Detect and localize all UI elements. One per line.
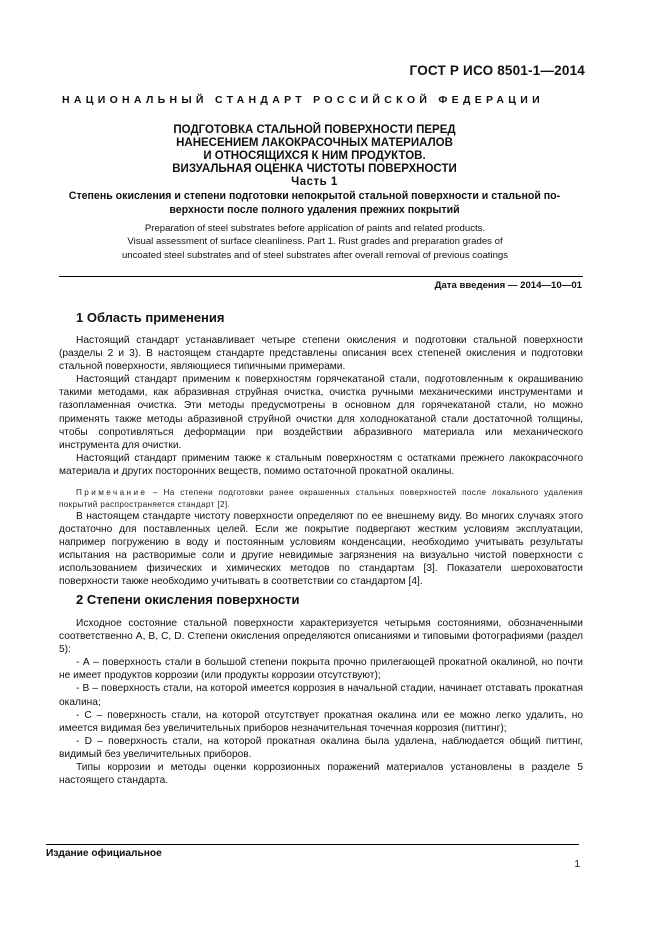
section-1-body-continued	[59, 510, 583, 589]
title-part: Часть 1	[291, 176, 338, 188]
section-2-body	[59, 617, 583, 787]
note	[59, 487, 583, 511]
section-2-item-a: - А – поверхность стали в большой степени покрыта прочно прилегающей прокатной окалиной, но почти не имеет продуктов коррозии (или продукты коррозии отсутствуют);	[59, 657, 583, 682]
section-1-heading: 1 Область применения	[76, 310, 225, 325]
edition-label: Издание официальное	[46, 848, 162, 859]
title-subtitle-1: Степень окисления и степени подготовки непокрытой стальной поверхности и стальной по-	[68, 190, 561, 202]
section-1-paragraph-4: В настоящем стандарте чистоту поверхности определяют по ее внешнему виду. Во многих случаях этого достаточно для поставленных целей. Если же покрытие подвергают жестким условиям эксплуатации, например погружению в воду и постоянным условиям конденсации, необходимо учитывать результаты испытания на растворимые соли и другие невидимые загрязнения на визуально чистой поверхности с использованием физических и химических методов по стандартам [3]. Показатели шероховатости поверхности также необходимо учитывать в соответствии со стандартом [4].	[59, 511, 583, 588]
english-title-line-2: Visual assessment of surface cleanliness. Part 1. Rust grades and preparation grades of	[127, 236, 503, 248]
divider	[59, 276, 583, 277]
section-2-item-d: - D – поверхность стали, на которой прокатная окалина была удалена, наблюдается общий питтинг, видимый без увеличительных приборов.	[59, 735, 583, 760]
note-text: – На степени подготовки ранее окрашенных стальных поверхностей после локального удаления покрытий распространяется стандарт [2].	[59, 488, 583, 509]
english-title	[60, 222, 570, 262]
document-title	[40, 124, 589, 217]
national-standard-banner: НАЦИОНАЛЬНЫЙ СТАНДАРТ РОССИЙСКОЙ ФЕДЕРАЦИИ	[62, 94, 544, 106]
introduction-date: Дата введения — 2014—10—01	[434, 280, 582, 291]
section-1-paragraph-1: Настоящий стандарт устанавливает четыре степени окисления и подготовки стальной поверхности (разделы 2 и 3). В настоящем стандарте представлены описания всех степеней окисления и подготовки стальной поверхности, являющиеся типичными примерами.	[59, 335, 583, 373]
title-line-4: ВИЗУАЛЬНАЯ ОЦЕНКА ЧИСТОТЫ ПОВЕРХНОСТИ	[172, 163, 457, 175]
section-2-paragraph-1: Исходное состояние стальной поверхности характеризуется четырьмя состояниями, обозначенными соответственно А, В, С, D. Степени окисления определяются описаниями и типовыми фотографиями (раздел 5):	[59, 618, 583, 656]
english-title-line-3: uncoated steel substrates and of steel substrates after overall removal of previous coatings	[121, 249, 509, 261]
footer-divider	[46, 844, 579, 845]
section-1-paragraph-2: Настоящий стандарт применим к поверхностям горячекатаной стали, подготовленным к окрашиванию такими методами, как абразивная струйная очистка, очистка ручными механическими инструментами и газопламенная очистка. Эти методы предусмотрены в основном для горячекатаной стали, но можно применять также методы абразивной струйной очистки для холоднокатаной стали достаточной толщины, чтобы сопротивляться деформации при воздействии абразивного материала или механического инструмента для очистки.	[59, 374, 583, 451]
document-code: ГОСТ Р ИСО 8501-1—2014	[409, 63, 585, 78]
title-line-3: И ОТНОСЯЩИХСЯ К НИМ ПРОДУКТОВ.	[203, 150, 426, 162]
section-2-item-c: - С – поверхность стали, на которой отсутствует прокатная окалина или ее можно легко удалить, но имеется видимая без увеличительных приборов незначительная точечная коррозия (питтинг);	[59, 709, 583, 734]
section-1-paragraph-3: Настоящий стандарт применим также к стальным поверхностям с остатками прежнего лакокрасочного материала и других посторонних веществ, помимо остаточной прокатной окалины.	[59, 452, 583, 477]
english-title-line-1: Preparation of steel substrates before application of paints and related products.	[144, 223, 486, 234]
section-2-item-b: - В – поверхность стали, на которой имеется коррозия в начальной стадии, начинает отставать прокатная окалина;	[59, 683, 583, 708]
section-2-heading: 2 Степени окисления поверхности	[76, 592, 300, 607]
page-number: 1	[574, 859, 580, 870]
title-line-2: НАНЕСЕНИЕМ ЛАКОКРАСОЧНЫХ МАТЕРИАЛОВ	[176, 137, 453, 149]
title-subtitle-2: верхности после полного удаления прежних покрытий	[169, 204, 460, 216]
title-line-1: ПОДГОТОВКА СТАЛЬНОЙ ПОВЕРХНОСТИ ПЕРЕД	[173, 124, 456, 136]
section-1-body	[59, 334, 583, 478]
note-label: Примечание	[76, 488, 148, 497]
section-2-paragraph-2: Типы коррозии и методы оценки коррозионных поражений материалов установлены в разделе 5 настоящего стандарта.	[59, 762, 583, 787]
